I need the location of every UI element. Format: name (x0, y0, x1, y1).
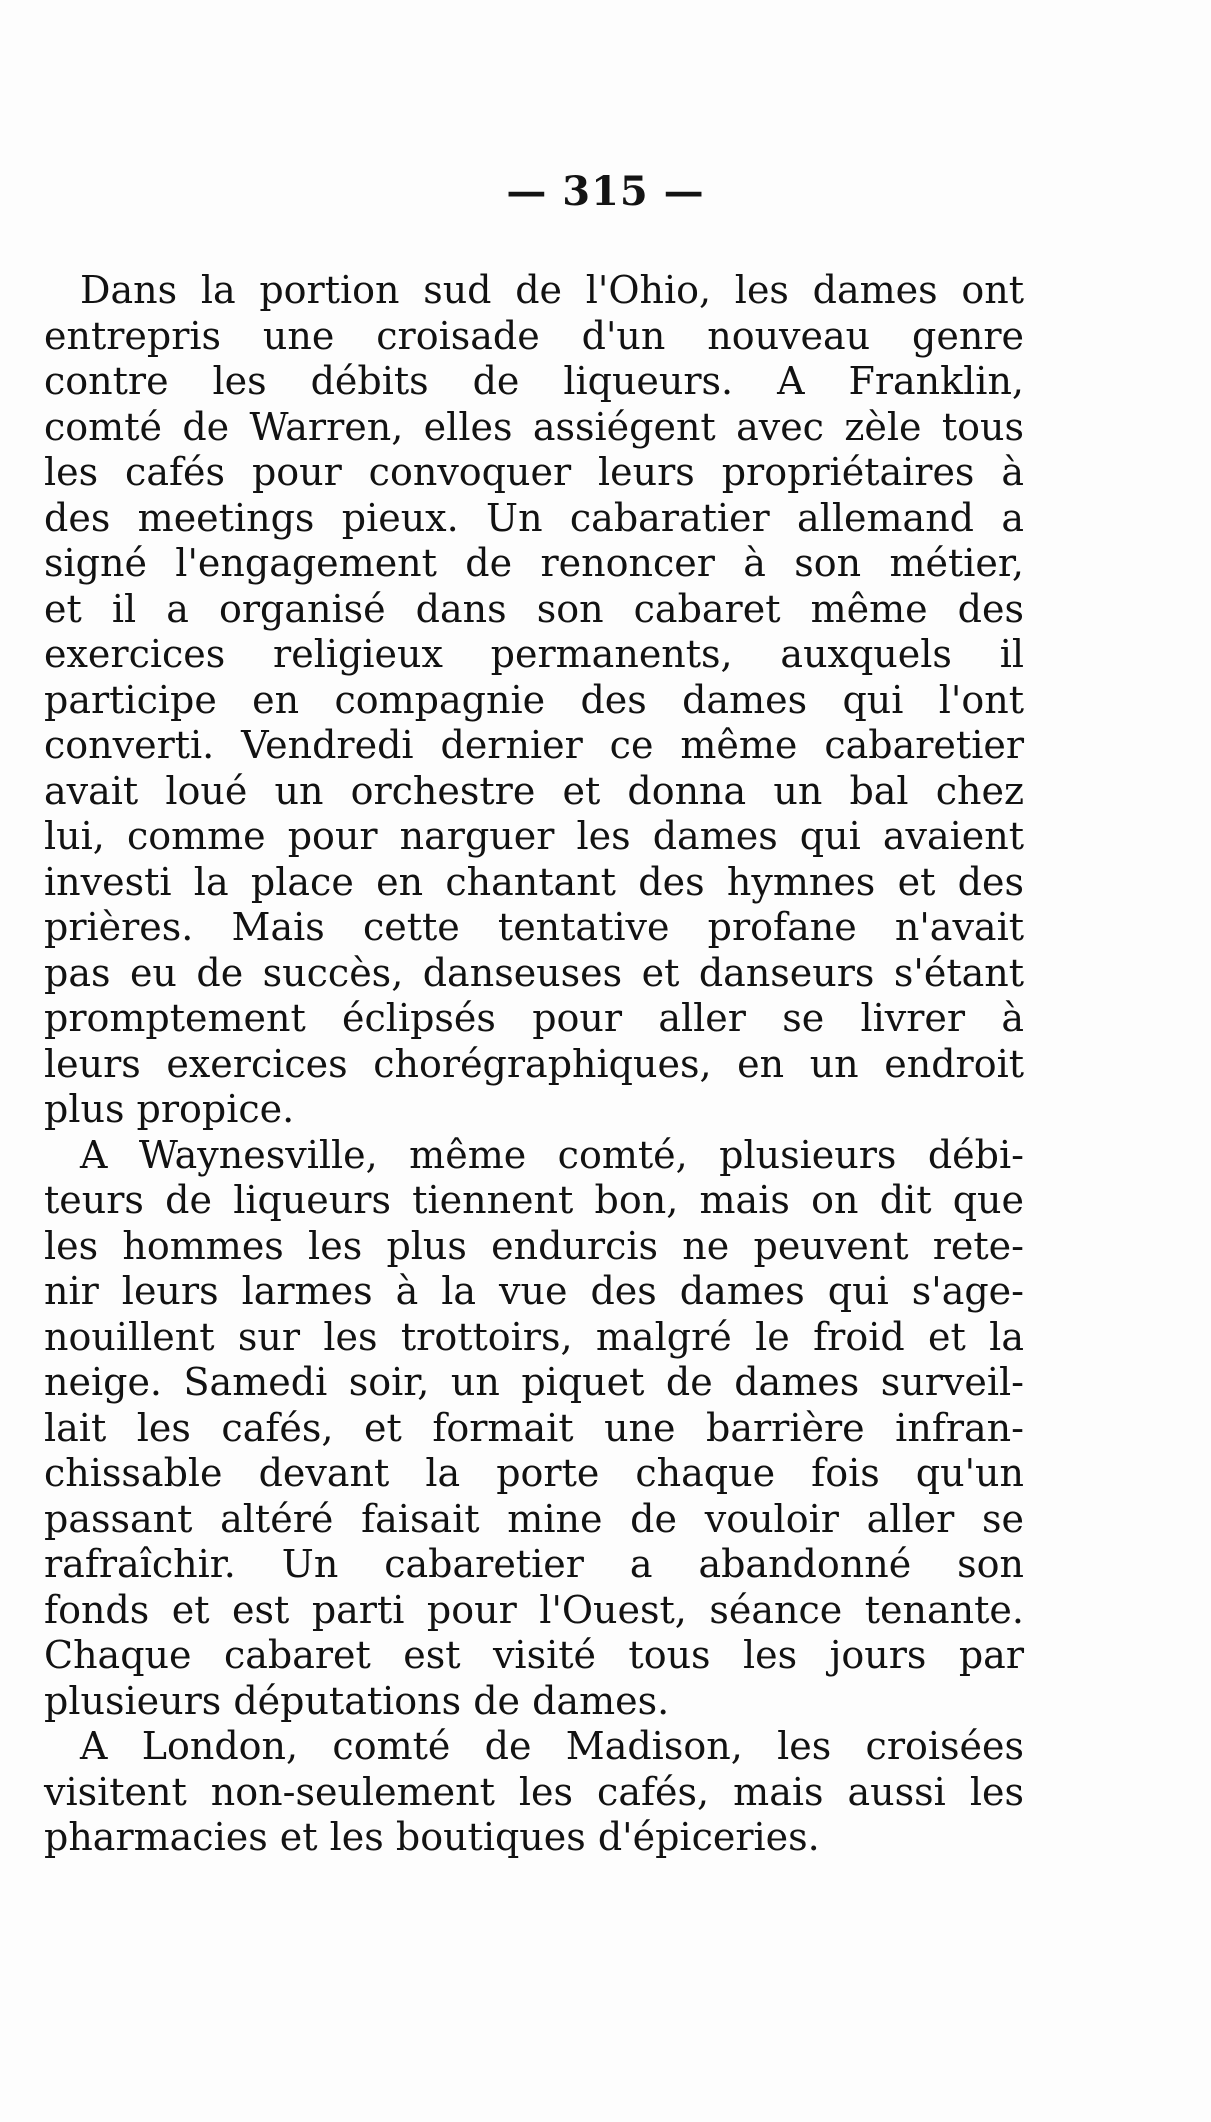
text-line: exercices religieux permanents, auxquels il (44, 632, 1024, 676)
text-line: signé l'engagement de renoncer à son métier, (44, 541, 1024, 585)
text-line: promptement éclipsés pour aller se livrer à (44, 996, 1024, 1040)
text-line: investi la place en chantant des hymnes et des (44, 859, 1024, 904)
text-line: converti. Vendredi dernier ce même cabaretier (44, 723, 1024, 767)
text-line: pharmacies et les boutiques d'épiceries. (44, 1815, 820, 1859)
text-line: prières. Mais cette tentative profane n'avait (44, 905, 1024, 949)
text-line: les hommes les plus endurcis ne peuvent rete- (44, 1223, 1024, 1268)
text-line: les cafés pour convoquer leurs propriétaires à (44, 450, 1024, 494)
text-line: et il a organisé dans son cabaret même des (44, 586, 1024, 631)
text-line: comté de Warren, elles assiégent avec zèle tous (44, 404, 1024, 449)
text-line: nouillent sur les trottoirs, malgré le froid et la (44, 1314, 1024, 1359)
text-line: des meetings pieux. Un cabaratier allemand a (44, 495, 1024, 540)
paragraph-3 (44, 1724, 1024, 1861)
text-line: participe en compagnie des dames qui l'ont (44, 677, 1024, 722)
text-line: plus propice. (44, 1087, 295, 1131)
text-line: A Waynesville, même comté, plusieurs débi- (80, 1132, 1024, 1177)
text-line: Dans la portion sud de l'Ohio, les dames ont (80, 268, 1024, 312)
text-line: visitent non-seulement les cafés, mais aussi les (44, 1769, 1024, 1814)
text-line: Chaque cabaret est visité tous les jours par (44, 1633, 1024, 1677)
text-line: chissable devant la porte chaque fois qu'un (44, 1451, 1024, 1495)
text-line: neige. Samedi soir, un piquet de dames surveil- (44, 1360, 1024, 1404)
text-line: plusieurs députations de dames. (44, 1678, 670, 1723)
text-line: A London, comté de Madison, les croisées (80, 1724, 1024, 1768)
text-line: fonds et est parti pour l'Ouest, séance tenante. (44, 1587, 1024, 1632)
text-line: pas eu de succès, danseuses et danseurs s'étant (44, 950, 1024, 995)
text-line: teurs de liqueurs tiennent bon, mais on dit que (44, 1178, 1024, 1222)
text-line: contre les débits de liqueurs. A Franklin, (44, 359, 1024, 403)
page-number: — 315 — (506, 168, 705, 215)
paragraph-1 (44, 268, 1024, 1133)
text-line: lait les cafés, et formait une barrière infran- (44, 1405, 1024, 1450)
text-line: rafraîchir. Un cabaretier a abandonné son (44, 1542, 1024, 1586)
text-line: nir leurs larmes à la vue des dames qui s'age- (44, 1269, 1024, 1313)
paragraph-2 (44, 1133, 1024, 1725)
body-text (44, 268, 1024, 1861)
text-line: leurs exercices chorégraphiques, en un endroit (44, 1041, 1024, 1086)
text-line: entrepris une croisade d'un nouveau genre (44, 313, 1024, 358)
text-line: lui, comme pour narguer les dames qui avaient (44, 814, 1024, 858)
text-line: avait loué un orchestre et donna un bal chez (44, 768, 1024, 813)
text-line: passant altéré faisait mine de vouloir aller se (44, 1496, 1024, 1541)
